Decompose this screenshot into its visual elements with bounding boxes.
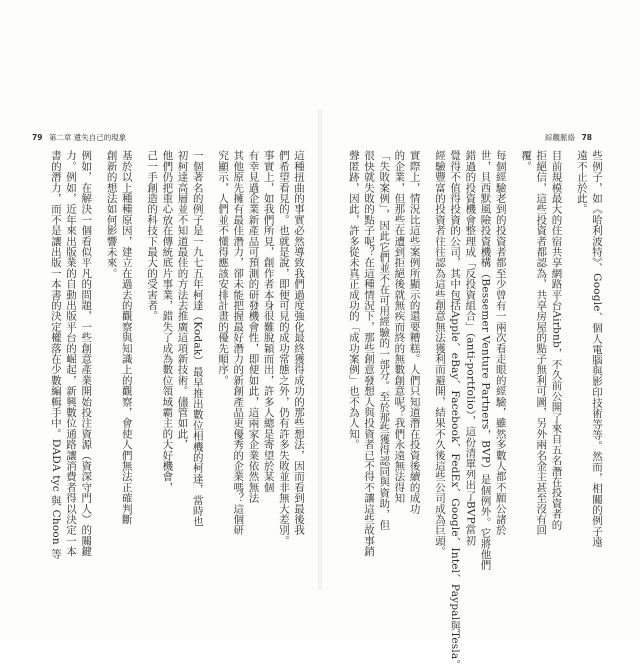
right-section-title: 綜觀脈絡 <box>545 133 576 142</box>
right-page-number: 78 <box>581 133 592 142</box>
text-column: 事實上，如我們所見，創作者本身很難脫穎而出，許多人總是寄望於某個 <box>262 150 275 493</box>
text-column: 究顯示，人們並不懂得應該安排計畫的優先順序。 <box>217 150 230 386</box>
text-column: 其他原先擁有最佳潛力，卻未能把握最好潛力的新創產品更優秀的企業嗎？這個研 <box>232 150 245 536</box>
text-column: 聲匿跡，因此，許多從未真正成功的「成功案例」也不為人知。 <box>347 150 360 450</box>
text-column: 「失敗案例」，因此它們並不在可用經驗的一部分。至於那些獲得認同與資助，但 <box>378 150 391 530</box>
paragraph-break <box>95 150 101 580</box>
text-column: 們希望看見的。也就是說，即便可見的成功常態之外，仍有許多失敗並非無大差別。 <box>277 150 290 546</box>
text-column: 經驗豐富的投資者往往認為這些創意無法獲利而避開，結果不久後這些公司成為巨頭。 <box>433 150 446 557</box>
text-column: 拒絕信，這些投資者都認為，共享房屋的點子無利可圖，另外兩名金主甚至沒有回 <box>535 150 548 536</box>
text-column: 這種扭曲的事實必然導致我們過度強化最終獲得成功的那些想法，因而看到最後我 <box>293 150 305 536</box>
text-column: 目前規模最大的住宿共享網路平台Airbnb，不久前公開了來自五名潛在投資者的 <box>550 150 563 530</box>
text-column: 書的潛力，而不是讓出版一本書的決定權落在少數編輯手中。DADA tyc 與 Choon 等 <box>49 150 62 560</box>
text-column: 每個經驗老到的投資者都至少曾有一兩次看走眼的經驗，雖然多數人都不願公諸於 <box>494 150 507 536</box>
paragraph-break <box>207 150 213 580</box>
text-column: 力。例如，近年來出版業的自動出版平台的崛起，新興數位通路讓消費者得以決定一本 <box>65 150 77 557</box>
left-page <box>0 0 318 640</box>
text-column: 的企業，但那些在遭到拒絕後就無疾而終的無數創意呢？我們永遠無法得知 <box>393 150 406 504</box>
left-page-body <box>28 150 304 580</box>
right-page <box>322 0 640 670</box>
text-column: 他們仍把重心放在傳統底片事業，錯失了成為數位領域霸主的大好機會， <box>161 150 174 493</box>
text-column: 很快就失敗的點子呢？在這種情況下，那些創意發想人與投資者已不得不讓這些故事銷 <box>363 150 375 557</box>
paragraph-break <box>424 150 430 580</box>
text-column: 例如，在解決一個看似平凡的問題，一些創意產業開始投注資源（資深守門人）的關鍵 <box>80 150 93 557</box>
text-column: 覺得不值得投資的公司，其中包括Apple、eBay、Facebook、FedEx、Google、Intel、Paypal與Tesla。 <box>449 150 462 670</box>
left-page-number: 79 <box>32 133 43 142</box>
text-column: 己一手創造的科技下最大的受害者。 <box>146 150 159 322</box>
paragraph-break <box>136 150 142 580</box>
text-column: 創新的想法如何影響未來。 <box>105 150 118 279</box>
text-column: 初柯達高層並不知道最佳的方法去推廣這項新技術。儘管如此， <box>176 150 189 450</box>
text-column: 基於以上種種原因，建立在過去的觀察與知識上的觀察，會使人們無法正確判斷 <box>120 150 133 525</box>
left-chapter-title: 遺失自己的現象 <box>73 133 127 142</box>
left-chapter-label: 第二章 <box>48 133 72 142</box>
text-column: 有幸見過企業新產品可預測的研發機會性，即便如此，這兩家企業依然無法 <box>247 150 260 504</box>
text-column: 一個著名的例子是一九七五年柯達（Kodak）最早推出數位相機的柯達，當時也 <box>191 150 204 527</box>
text-column: 些例子，如《哈利波特》、Google、個人電腦與影印技術等等。然而，相關的例子遠 <box>591 150 603 548</box>
text-column: 實際上，情況比這些案例所顯示的還要糟糕。人們只知道潛在投資後續的成功 <box>408 150 421 514</box>
text-column: 世，貝西默風險投資機構（Bessemer Venture Partners，BVP）是個例外。它將他們 <box>479 150 492 571</box>
right-page-header <box>545 132 596 143</box>
paragraph-break <box>566 150 572 580</box>
text-column: 錯過的投資機會整理成「反投資組合」（anti-portfolio），這份清單列出了BVP當初 <box>464 150 477 546</box>
left-page-header <box>28 132 126 143</box>
text-column: 覆。 <box>520 150 533 172</box>
text-column: 遠不止於此。 <box>575 150 588 215</box>
right-page-body <box>334 150 603 670</box>
paragraph-break <box>510 150 516 580</box>
